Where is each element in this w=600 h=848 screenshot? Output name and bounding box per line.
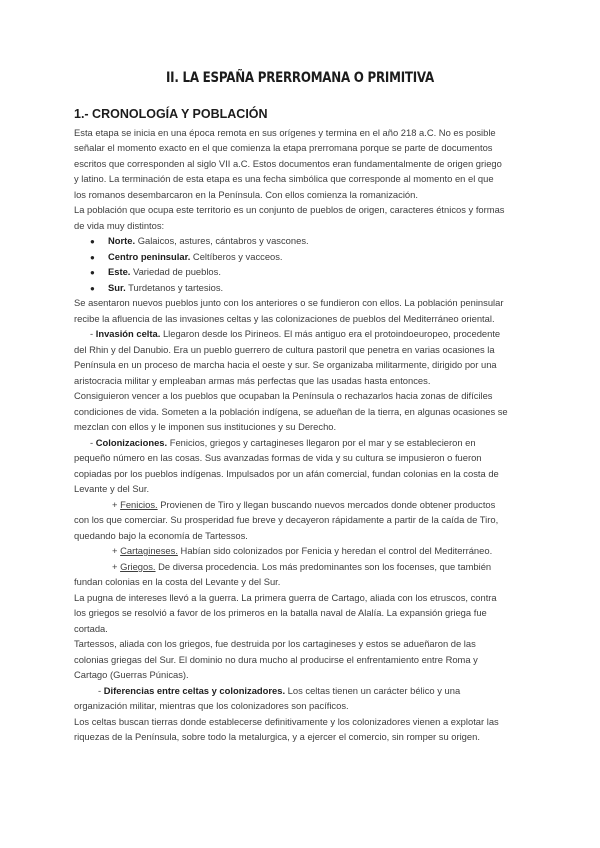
text-line: con los que comerciar. Su prosperidad fue breve y decayeron rápidamente a partir de la caída de Tiro, <box>74 514 499 525</box>
text-line: Se asentaron nuevos pueblos junto con los anteriores o se fundieron con ellos. La población peninsular <box>74 297 504 308</box>
text-line: escritos que corresponden al siglo VII a.C. Estos documentos eran fundamentalmente de origen griego <box>74 158 502 169</box>
text-line: los griegos se resolvió a favor de los primeros en la batalla naval de Alalía. La expansión griega fue <box>74 607 487 618</box>
text-line: señalar el momento exacto en el que comienza la etapa prerromana porque se parte de documentos <box>74 142 493 153</box>
subsection-colonizations: - Colonizaciones. Fenicios, griegos y cartagineses llegaron por el mar y se establecieron en <box>90 437 476 448</box>
page-title: II. LA ESPAÑA PRERROMANA O PRIMITIVA <box>165 70 435 86</box>
text-line: fundan colonias en la costa del Levante y del Sur. <box>74 576 281 587</box>
bullet-item: ● Norte. Galaicos, astures, cántabros y vascones. <box>90 233 309 249</box>
text-line: quedando bajo la economía de Tartessos. <box>74 530 248 541</box>
section-heading: 1.- CRONOLOGÍA Y POBLACIÓN <box>74 107 268 121</box>
subsection-differences: - Diferencias entre celtas y colonizadores. Los celtas tienen un carácter bélico y una <box>98 685 461 696</box>
text-line: La población que ocupa este territorio es un conjunto de pueblos de origen, caracteres étnicos y formas <box>74 204 505 215</box>
bullet-item: ● Este. Variedad de pueblos. <box>90 264 221 280</box>
text-line: pequeño número en las cosas. Sus avanzadas formas de vida y su cultura se impusieron o fueron <box>74 452 482 463</box>
text-line: del Rhin y del Danubio. Era un pueblo guerrero de cultura pastoril que penetra en varias ocasiones la <box>74 344 495 355</box>
text-line: y latino. La terminación de esta etapa es una fecha simbólica que corresponde al momento en el que <box>74 173 494 184</box>
text-line: La pugna de intereses llevó a la guerra. La primera guerra de Cartago, aliada con los etruscos, contra <box>74 592 497 603</box>
text-line: Los celtas buscan tierras donde establecerse definitivamente y los colonizadores vienen a explotar las <box>74 716 499 727</box>
text-line: los romanos desembarcaron en la Península. Con ellos comienza la romanización. <box>74 189 418 200</box>
text-line: mezclan con ellos y le imponen sus instituciones y su Derecho. <box>74 421 337 432</box>
text-line: aristocracia militar y empleaban armas más perfectas que las usadas hasta entonces. <box>74 375 431 386</box>
subsection-greeks: + Griegos. De diversa procedencia. Los más predominantes son los focenses, que también <box>112 561 492 572</box>
bullet-icon: ● <box>90 268 95 277</box>
bullet-icon: ● <box>90 237 95 246</box>
text-line: copiadas por los pueblos indígenas. Impulsados por un afán comercial, fundan colonias en la costa de <box>74 468 499 479</box>
subsection-phoenicians: + Fenicios. Provienen de Tiro y llegan buscando nuevos mercados donde obtener productos <box>112 499 496 510</box>
text-line: Cartago (Guerras Púnicas). <box>74 669 189 680</box>
text-line: cortada. <box>74 623 108 634</box>
text-line: organización militar, mientras que los colonizadores son pacíficos. <box>74 700 349 711</box>
text-line: condiciones de vida. Someten a la población indígena, se adueñan de la tierra, en algunas ocasiones se <box>74 406 508 417</box>
text-line: riquezas de la Península, sobre todo la metalurgica, y a ejercer el comercio, sin romper su origen. <box>74 731 480 742</box>
text-line: de vida muy distintos: <box>74 220 165 231</box>
bullet-icon: ● <box>90 284 95 293</box>
text-line: Levante y del Sur. <box>74 483 150 494</box>
text-line: Consiguieron vencer a los pueblos que ocupaban la Península o rechazarlos hacia zonas de difíciles <box>74 390 493 401</box>
bullet-icon: ● <box>90 253 95 262</box>
text-line: Esta etapa se inicia en una época remota en sus orígenes y termina en el año 218 a.C. No es posible <box>74 127 496 138</box>
text-line: recibe la afluencia de las invasiones celtas y las colonizaciones de pueblos del Mediterráneo oriental. <box>74 313 495 324</box>
subsection-celtic: - Invasión celta. Llegaron desde los Pirineos. El más antiguo era el protoindoeuropeo, procedente <box>90 328 501 339</box>
bullet-item: ● Centro peninsular. Celtíberos y vacceos. <box>90 249 283 265</box>
text-line: Península en un proceso de marcha hacia el oeste y sur. Se organizaba militarmente, dirigido por una <box>74 359 497 370</box>
text-line: Tartessos, aliada con los griegos, fue destruida por los cartagineses y estos se adueñaron de las <box>74 638 476 649</box>
bullet-item: ● Sur. Turdetanos y tartesios. <box>90 280 223 296</box>
text-line: colonias griegas del Sur. El dominio no dura mucho al producirse el enfrentamiento entre Roma y <box>74 654 478 665</box>
subsection-carthaginians: + Cartagineses. Habían sido colonizados por Fenicia y heredan el control del Mediterráneo. <box>112 545 493 556</box>
